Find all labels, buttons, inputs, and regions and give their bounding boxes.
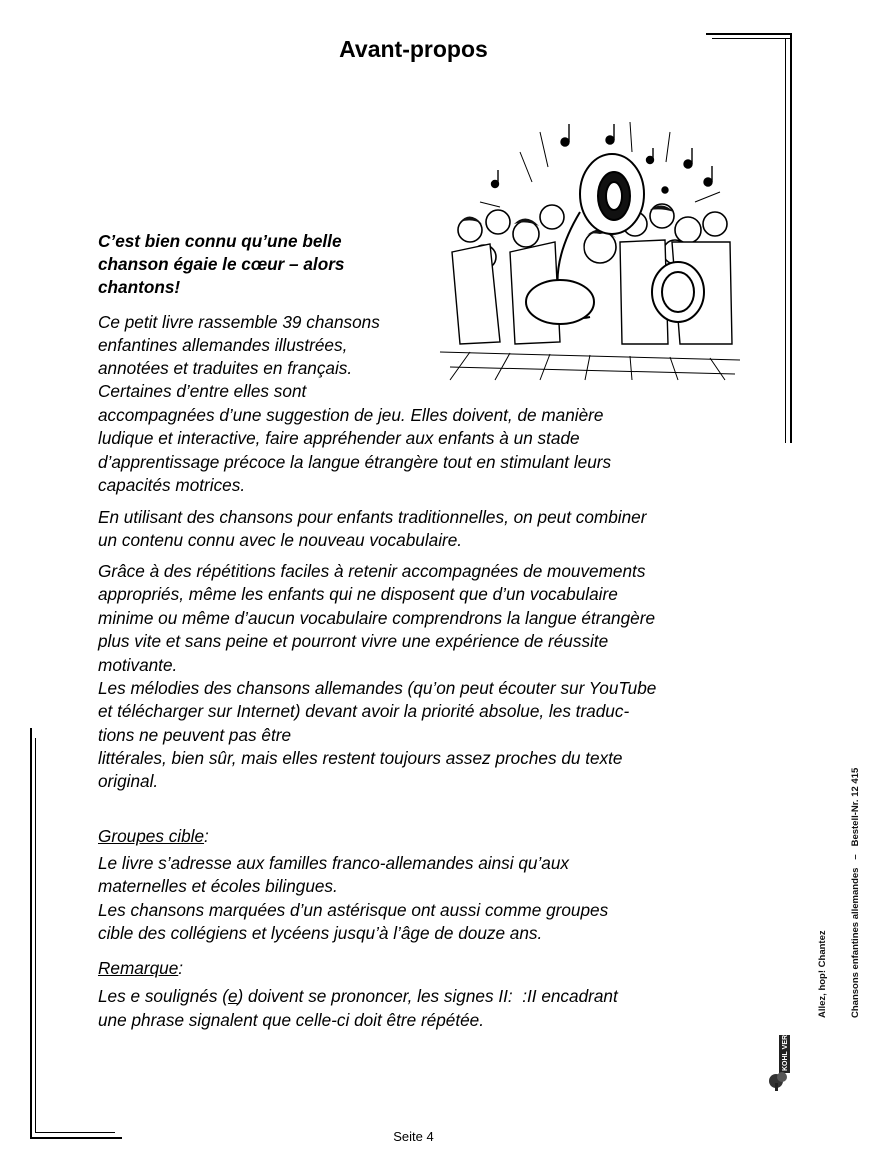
intro-bold-line-3: chantons!	[98, 277, 181, 297]
para3-line: Grâce à des répétitions faciles à retenir accompagnées de mouvements	[98, 561, 646, 581]
groupes-line: Le livre s’adresse aux familles franco-allemandes ainsi qu’aux	[98, 853, 569, 873]
remarque-line-1-start: Les e soulignés (	[98, 986, 228, 1006]
underlined-e: e	[227, 986, 238, 1006]
para1-line: accompagnées d’une suggestion de jeu. Elles doivent, de manière	[98, 405, 604, 425]
groupes-line: cible des collégiens et lycéens jusqu’à l’âge de douze ans.	[98, 923, 543, 943]
sidebar-line-1: Allez, hop! Chantez	[817, 930, 828, 1018]
para3-line: original.	[98, 771, 159, 791]
frame-right-line-inner	[785, 38, 786, 443]
remarque-line-2: une phrase signalent que celle-ci doit être répétée.	[98, 1010, 485, 1030]
groupes-heading-text: Groupes cible	[98, 826, 205, 846]
para2-line: un contenu connu avec le nouveau vocabulaire.	[98, 530, 463, 550]
publisher-logo-icon	[766, 1020, 792, 1091]
para1-line: enfantines allemandes illustrées,	[98, 335, 348, 355]
para3-line: appropriés, même les enfants qui ne disposent que d’un vocabulaire	[98, 584, 618, 604]
remarque-line-1-end: ) doivent se prononcer, les signes II: :II encadrant	[237, 986, 618, 1006]
para1-line: ludique et interactive, faire appréhender aux enfants à un stade	[98, 428, 580, 448]
frame-right-line	[790, 33, 792, 443]
page-title: Avant-propos	[339, 36, 488, 62]
sidebar-vertical-text	[795, 768, 872, 1018]
sidebar-line-2: Chansons enfantines allemandes – Bestell-Nr. 12 415	[850, 767, 861, 1018]
remarque-heading	[98, 957, 183, 980]
groupes-line: maternelles et écoles bilingues.	[98, 876, 338, 896]
para1-line: capacités motrices.	[98, 475, 246, 495]
intro-bold-line-1: C’est bien connu qu’une belle	[98, 231, 342, 251]
publisher-name: KOHL VERLAG	[782, 1020, 789, 1071]
frame-left-line-inner	[35, 738, 36, 1133]
frame-top-line	[706, 33, 792, 35]
para2-line: En utilisant des chansons pour enfants traditionnelles, on peut combiner	[98, 507, 647, 527]
singing-children-band-illustration	[440, 112, 740, 380]
para3-line: plus vite et sans peine et pourront vivre une expérience de réussite	[98, 631, 609, 651]
para1-line: Certaines d’entre elles sont	[98, 381, 307, 401]
para3-line: motivante.	[98, 655, 178, 675]
remarque-heading-colon: :	[178, 958, 184, 978]
remarque-heading-text: Remarque	[98, 958, 179, 978]
para3-line: Les mélodies des chansons allemandes (qu’on peut écouter sur YouTube	[98, 678, 657, 698]
groupes-line: Les chansons marquées d’un astérisque ont aussi comme groupes	[98, 900, 609, 920]
para1-line: Ce petit livre rassemble 39 chansons	[98, 312, 380, 332]
groupes-heading-colon: :	[204, 826, 209, 846]
para3-line: tions ne peuvent pas être	[98, 725, 292, 745]
groupes-heading	[98, 825, 209, 848]
para3-line: littérales, bien sûr, mais elles restent toujours assez proches du texte	[98, 748, 623, 768]
para3-line: et télécharger sur Internet) devant avoir la priorité absolue, les traduc-	[98, 701, 630, 721]
page-number: Seite 4	[393, 1129, 434, 1144]
para1-line: d’apprentissage précoce la langue étrangère tout en stimulant leurs	[98, 452, 612, 472]
remarque-line-1	[98, 985, 618, 1008]
intro-bold-line-2: chanson égaie le cœur – alors	[98, 254, 345, 274]
frame-left-line	[30, 728, 32, 1138]
para3-line: minime ou même d’aucun vocabulaire comprendrons la langue étrangère	[98, 608, 655, 628]
para1-line: annotées et traduites en français.	[98, 358, 353, 378]
